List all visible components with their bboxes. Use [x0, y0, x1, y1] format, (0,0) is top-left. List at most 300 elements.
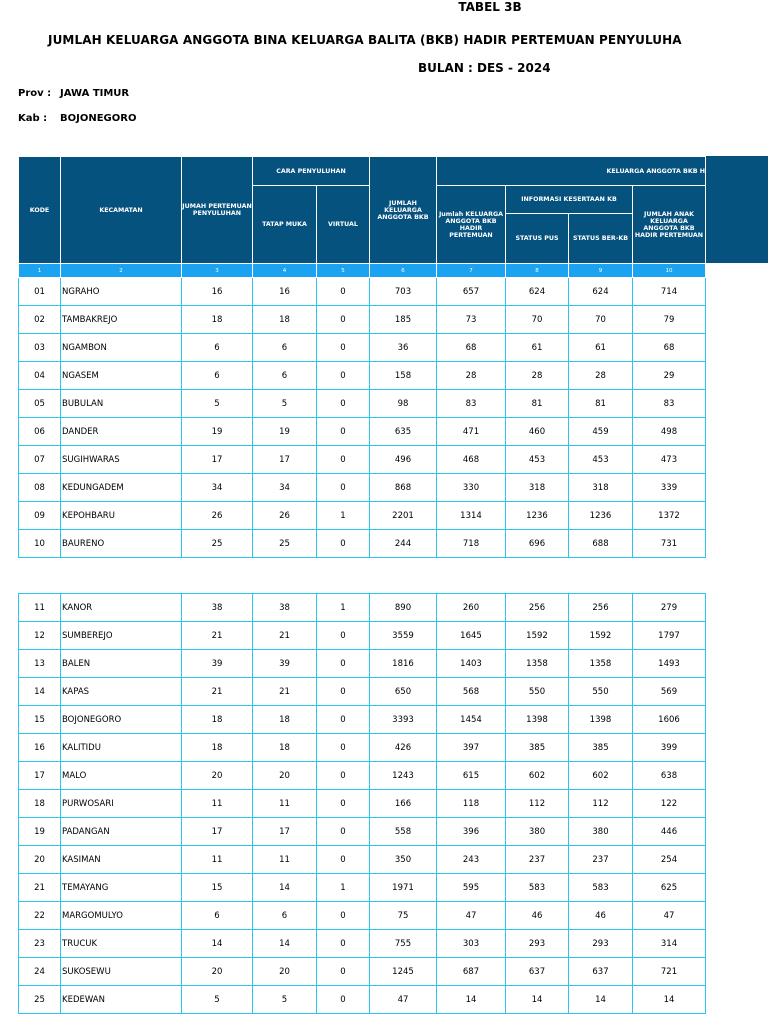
cell-jumah-pertemuan: 39: [182, 650, 253, 678]
cell-jumah-pertemuan: 38: [182, 594, 253, 622]
cell-status-berkb: 550: [569, 678, 633, 706]
cell-virtual: 0: [317, 418, 370, 446]
cell-tatap-muka: 6: [253, 362, 317, 390]
cell-virtual: 1: [317, 874, 370, 902]
cell-jumlah-hadir: 657: [437, 278, 506, 306]
table-row: [19, 418, 706, 446]
cell-jumah-pertemuan: 20: [182, 762, 253, 790]
col-cara-penyuluhan-header: CARA PENYULUHAN: [253, 157, 370, 186]
cell-jumlah-anak: 714: [633, 278, 706, 306]
cell-kode: 16: [19, 734, 61, 762]
cell-jumlah-hadir: 1403: [437, 650, 506, 678]
table-row: [19, 818, 706, 846]
cell-status-pus: 256: [506, 594, 569, 622]
table-row: [19, 734, 706, 762]
cell-status-pus: 602: [506, 762, 569, 790]
cell-status-berkb: 61: [569, 334, 633, 362]
cell-kecamatan: KASIMAN: [61, 846, 182, 874]
cell-virtual: 0: [317, 530, 370, 558]
cell-virtual: 0: [317, 986, 370, 1014]
cell-jumlah-anggota: 185: [370, 306, 437, 334]
cell-kecamatan: KANOR: [61, 594, 182, 622]
cell-kecamatan: BOJONEGORO: [61, 706, 182, 734]
cell-jumlah-hadir: 687: [437, 958, 506, 986]
cell-jumah-pertemuan: 25: [182, 530, 253, 558]
cell-jumlah-anggota: 98: [370, 390, 437, 418]
cell-kode: 05: [19, 390, 61, 418]
cell-tatap-muka: 20: [253, 762, 317, 790]
cell-kode: 25: [19, 986, 61, 1014]
cell-status-berkb: 46: [569, 902, 633, 930]
cell-kode: 01: [19, 278, 61, 306]
cell-virtual: 0: [317, 650, 370, 678]
cell-tatap-muka: 21: [253, 622, 317, 650]
cell-virtual: 0: [317, 474, 370, 502]
cell-virtual: 0: [317, 734, 370, 762]
cell-kecamatan: KAPAS: [61, 678, 182, 706]
cell-status-berkb: 256: [569, 594, 633, 622]
cell-jumlah-anak: 339: [633, 474, 706, 502]
cell-status-berkb: 453: [569, 446, 633, 474]
cell-jumah-pertemuan: 6: [182, 334, 253, 362]
cell-jumlah-anak: 473: [633, 446, 706, 474]
cell-tatap-muka: 18: [253, 306, 317, 334]
column-number-row: [19, 264, 706, 278]
cell-jumlah-anggota: 36: [370, 334, 437, 362]
cell-jumlah-anak: 79: [633, 306, 706, 334]
cell-status-pus: 70: [506, 306, 569, 334]
table-row: [19, 958, 706, 986]
cell-jumlah-hadir: 303: [437, 930, 506, 958]
cell-jumlah-anak: 731: [633, 530, 706, 558]
col-kode-header: KODE: [19, 157, 61, 264]
cell-jumlah-anak: 399: [633, 734, 706, 762]
cell-kode: 06: [19, 418, 61, 446]
cell-kode: 19: [19, 818, 61, 846]
cell-virtual: 0: [317, 818, 370, 846]
cell-kecamatan: SUGIHWARAS: [61, 446, 182, 474]
cell-jumlah-anggota: 3559: [370, 622, 437, 650]
cell-status-pus: 237: [506, 846, 569, 874]
cell-kecamatan: KALITIDU: [61, 734, 182, 762]
cell-jumlah-anggota: 868: [370, 474, 437, 502]
table-row: [19, 594, 706, 622]
cell-tatap-muka: 5: [253, 986, 317, 1014]
province-value: JAWA TIMUR: [60, 88, 130, 99]
regency-line: [18, 113, 136, 124]
cell-status-berkb: 688: [569, 530, 633, 558]
cell-jumlah-hadir: 718: [437, 530, 506, 558]
cell-tatap-muka: 14: [253, 930, 317, 958]
cell-jumlah-anak: 569: [633, 678, 706, 706]
cell-jumlah-anak: 1606: [633, 706, 706, 734]
table-row: [19, 622, 706, 650]
cell-virtual: 1: [317, 594, 370, 622]
col-status-pus-header: STATUS PUS: [506, 214, 569, 264]
cell-jumah-pertemuan: 21: [182, 622, 253, 650]
cell-tatap-muka: 18: [253, 734, 317, 762]
cell-jumlah-anak: 314: [633, 930, 706, 958]
table-row: [19, 390, 706, 418]
cell-status-berkb: 293: [569, 930, 633, 958]
cell-kecamatan: KEDUNGADEM: [61, 474, 182, 502]
cell-virtual: 0: [317, 902, 370, 930]
cell-jumlah-anggota: 650: [370, 678, 437, 706]
cell-jumah-pertemuan: 6: [182, 362, 253, 390]
cell-jumah-pertemuan: 18: [182, 706, 253, 734]
province-label: Prov :: [18, 88, 52, 99]
table-row: [19, 306, 706, 334]
cell-kode: 11: [19, 594, 61, 622]
cell-tatap-muka: 26: [253, 502, 317, 530]
cell-tatap-muka: 20: [253, 958, 317, 986]
cell-status-berkb: 624: [569, 278, 633, 306]
cell-status-pus: 696: [506, 530, 569, 558]
cell-virtual: 0: [317, 622, 370, 650]
col-number: 9: [569, 264, 633, 278]
cell-jumlah-anggota: 1971: [370, 874, 437, 902]
table-row: [19, 762, 706, 790]
cell-jumlah-anak: 446: [633, 818, 706, 846]
cell-tatap-muka: 38: [253, 594, 317, 622]
cell-jumlah-hadir: 468: [437, 446, 506, 474]
cell-status-berkb: 1236: [569, 502, 633, 530]
cell-status-pus: 28: [506, 362, 569, 390]
cell-kode: 09: [19, 502, 61, 530]
cell-status-berkb: 28: [569, 362, 633, 390]
data-table-part1: [18, 156, 706, 558]
cell-jumlah-anak: 1493: [633, 650, 706, 678]
cell-jumlah-anggota: 1243: [370, 762, 437, 790]
regency-value: BOJONEGORO: [60, 113, 137, 124]
cell-kecamatan: DANDER: [61, 418, 182, 446]
cell-kecamatan: KEPOHBARU: [61, 502, 182, 530]
cell-jumlah-hadir: 1645: [437, 622, 506, 650]
cell-jumlah-anak: 68: [633, 334, 706, 362]
cell-jumlah-anak: 1797: [633, 622, 706, 650]
cell-jumlah-anggota: 1816: [370, 650, 437, 678]
cell-jumlah-hadir: 28: [437, 362, 506, 390]
table-row: [19, 678, 706, 706]
cell-tatap-muka: 6: [253, 334, 317, 362]
cell-kecamatan: TAMBAKREJO: [61, 306, 182, 334]
cell-jumlah-hadir: 1454: [437, 706, 506, 734]
cell-tatap-muka: 11: [253, 846, 317, 874]
table-row: [19, 930, 706, 958]
cell-tatap-muka: 25: [253, 530, 317, 558]
table-row: [19, 986, 706, 1014]
cell-jumlah-anggota: 1245: [370, 958, 437, 986]
cell-kode: 12: [19, 622, 61, 650]
cell-kecamatan: SUMBEREJO: [61, 622, 182, 650]
cell-kecamatan: SUKOSEWU: [61, 958, 182, 986]
data-table-part2: [18, 593, 706, 1014]
table-row: [19, 650, 706, 678]
cell-jumah-pertemuan: 5: [182, 390, 253, 418]
cell-tatap-muka: 17: [253, 446, 317, 474]
cell-jumlah-hadir: 243: [437, 846, 506, 874]
cell-kode: 18: [19, 790, 61, 818]
cell-tatap-muka: 39: [253, 650, 317, 678]
cell-status-pus: 293: [506, 930, 569, 958]
province-line: [18, 88, 129, 99]
cell-jumlah-anak: 29: [633, 362, 706, 390]
table-row: [19, 706, 706, 734]
cell-jumlah-anggota: 350: [370, 846, 437, 874]
cell-virtual: 0: [317, 334, 370, 362]
cell-jumlah-hadir: 568: [437, 678, 506, 706]
cell-kecamatan: NGRAHO: [61, 278, 182, 306]
cell-kecamatan: TRUCUK: [61, 930, 182, 958]
cell-kecamatan: NGASEM: [61, 362, 182, 390]
cell-jumah-pertemuan: 6: [182, 902, 253, 930]
table-row: [19, 790, 706, 818]
cell-jumah-pertemuan: 17: [182, 446, 253, 474]
cell-jumah-pertemuan: 19: [182, 418, 253, 446]
cell-status-berkb: 318: [569, 474, 633, 502]
cell-virtual: 0: [317, 306, 370, 334]
cell-jumah-pertemuan: 5: [182, 986, 253, 1014]
cell-jumlah-anggota: 75: [370, 902, 437, 930]
cell-status-berkb: 237: [569, 846, 633, 874]
cell-jumlah-anggota: 166: [370, 790, 437, 818]
cell-status-berkb: 1592: [569, 622, 633, 650]
cell-kecamatan: MALO: [61, 762, 182, 790]
cell-jumlah-anak: 279: [633, 594, 706, 622]
cell-tatap-muka: 34: [253, 474, 317, 502]
table-row: [19, 530, 706, 558]
col-jumlah-anggota-header: JUMLAH KELUARGA ANGGOTA BKB: [370, 157, 437, 264]
report-title: JUMLAH KELUARGA ANGGOTA BINA KELUARGA BALITA (BKB) HADIR PERTEMUAN PENYULUHA: [48, 33, 682, 47]
cell-kecamatan: BAURENO: [61, 530, 182, 558]
cell-jumlah-hadir: 118: [437, 790, 506, 818]
cell-tatap-muka: 6: [253, 902, 317, 930]
cell-status-pus: 583: [506, 874, 569, 902]
cell-status-pus: 318: [506, 474, 569, 502]
col-info-kb-header: INFORMASI KESERTAAN KB: [506, 186, 633, 214]
cell-status-berkb: 602: [569, 762, 633, 790]
cell-jumlah-hadir: 396: [437, 818, 506, 846]
cell-status-berkb: 380: [569, 818, 633, 846]
col-number: 7: [437, 264, 506, 278]
cell-status-berkb: 112: [569, 790, 633, 818]
cell-jumah-pertemuan: 14: [182, 930, 253, 958]
cell-kode: 22: [19, 902, 61, 930]
cell-status-pus: 14: [506, 986, 569, 1014]
cell-jumah-pertemuan: 18: [182, 734, 253, 762]
cell-status-pus: 624: [506, 278, 569, 306]
cell-jumlah-anggota: 47: [370, 986, 437, 1014]
cell-status-berkb: 1358: [569, 650, 633, 678]
table-row: [19, 362, 706, 390]
cell-jumlah-hadir: 595: [437, 874, 506, 902]
cell-kode: 14: [19, 678, 61, 706]
cell-kode: 04: [19, 362, 61, 390]
cell-kode: 23: [19, 930, 61, 958]
cell-kode: 21: [19, 874, 61, 902]
cell-jumlah-hadir: 471: [437, 418, 506, 446]
cell-jumlah-anak: 498: [633, 418, 706, 446]
table-row: [19, 874, 706, 902]
col-tatap-muka-header: TATAP MUKA: [253, 186, 317, 264]
cell-kecamatan: BALEN: [61, 650, 182, 678]
cell-jumlah-anak: 254: [633, 846, 706, 874]
cell-jumlah-hadir: 397: [437, 734, 506, 762]
cell-status-pus: 1398: [506, 706, 569, 734]
cell-kecamatan: KEDEWAN: [61, 986, 182, 1014]
cell-virtual: 0: [317, 446, 370, 474]
cell-jumlah-hadir: 1314: [437, 502, 506, 530]
cell-jumlah-hadir: 330: [437, 474, 506, 502]
cell-jumlah-anggota: 890: [370, 594, 437, 622]
table-row: [19, 902, 706, 930]
cell-status-berkb: 70: [569, 306, 633, 334]
cell-status-pus: 46: [506, 902, 569, 930]
cell-status-pus: 460: [506, 418, 569, 446]
col-number: 1: [19, 264, 61, 278]
cell-status-pus: 81: [506, 390, 569, 418]
col-number: 6: [370, 264, 437, 278]
cell-kode: 07: [19, 446, 61, 474]
cell-jumlah-hadir: 68: [437, 334, 506, 362]
report-month: BULAN : DES - 2024: [418, 61, 551, 75]
cell-virtual: 0: [317, 846, 370, 874]
cell-kode: 03: [19, 334, 61, 362]
cell-virtual: 0: [317, 278, 370, 306]
cell-jumlah-hadir: 83: [437, 390, 506, 418]
cell-kecamatan: PADANGAN: [61, 818, 182, 846]
cell-kecamatan: PURWOSARI: [61, 790, 182, 818]
cell-status-berkb: 385: [569, 734, 633, 762]
col-number: 2: [61, 264, 182, 278]
cell-virtual: 0: [317, 678, 370, 706]
cell-jumlah-anggota: 426: [370, 734, 437, 762]
cell-jumlah-anggota: 558: [370, 818, 437, 846]
cell-jumlah-anak: 122: [633, 790, 706, 818]
cell-status-pus: 380: [506, 818, 569, 846]
cell-virtual: 0: [317, 362, 370, 390]
col-virtual-header: VIRTUAL: [317, 186, 370, 264]
cell-jumlah-anggota: 755: [370, 930, 437, 958]
cell-kode: 20: [19, 846, 61, 874]
cell-jumlah-anak: 721: [633, 958, 706, 986]
table-row: [19, 502, 706, 530]
col-number: 3: [182, 264, 253, 278]
cell-status-pus: 112: [506, 790, 569, 818]
cell-kecamatan: MARGOMULYO: [61, 902, 182, 930]
cell-kecamatan: NGAMBON: [61, 334, 182, 362]
cell-tatap-muka: 21: [253, 678, 317, 706]
cell-jumlah-anak: 625: [633, 874, 706, 902]
col-number: 8: [506, 264, 569, 278]
cell-jumlah-anak: 1372: [633, 502, 706, 530]
cell-tatap-muka: 5: [253, 390, 317, 418]
cell-virtual: 0: [317, 390, 370, 418]
cell-kode: 24: [19, 958, 61, 986]
cell-status-berkb: 1398: [569, 706, 633, 734]
col-number: 4: [253, 264, 317, 278]
col-jumlah-anak-header: JUMLAH ANAK KELUARGA ANGGOTA BKB HADIR PERTEMUAN: [633, 186, 706, 264]
cell-jumlah-hadir: 14: [437, 986, 506, 1014]
cell-jumlah-anak: 83: [633, 390, 706, 418]
cell-status-berkb: 14: [569, 986, 633, 1014]
cell-jumlah-hadir: 260: [437, 594, 506, 622]
cell-jumah-pertemuan: 11: [182, 790, 253, 818]
cell-jumah-pertemuan: 18: [182, 306, 253, 334]
cell-jumlah-anak: 638: [633, 762, 706, 790]
cell-kode: 13: [19, 650, 61, 678]
cell-virtual: 1: [317, 502, 370, 530]
table-row: [19, 334, 706, 362]
cell-status-pus: 61: [506, 334, 569, 362]
cell-status-pus: 637: [506, 958, 569, 986]
cell-status-berkb: 637: [569, 958, 633, 986]
cell-tatap-muka: 18: [253, 706, 317, 734]
cell-jumlah-anggota: 635: [370, 418, 437, 446]
header-overflow-block: [706, 156, 768, 263]
cell-status-berkb: 583: [569, 874, 633, 902]
cell-kode: 17: [19, 762, 61, 790]
cell-jumah-pertemuan: 17: [182, 818, 253, 846]
cell-jumah-pertemuan: 11: [182, 846, 253, 874]
regency-label: Kab :: [18, 113, 48, 124]
cell-virtual: 0: [317, 930, 370, 958]
cell-virtual: 0: [317, 706, 370, 734]
cell-status-berkb: 81: [569, 390, 633, 418]
table-label: TABEL 3B: [458, 0, 522, 14]
cell-tatap-muka: 17: [253, 818, 317, 846]
cell-jumlah-anak: 47: [633, 902, 706, 930]
cell-tatap-muka: 19: [253, 418, 317, 446]
col-jumlah-hadir-header: Jumlah KELUARGA ANGGOTA BKB HADIR PERTEMUAN: [437, 186, 506, 264]
cell-jumlah-anggota: 496: [370, 446, 437, 474]
cell-jumah-pertemuan: 21: [182, 678, 253, 706]
cell-virtual: 0: [317, 958, 370, 986]
cell-status-pus: 385: [506, 734, 569, 762]
cell-jumlah-hadir: 47: [437, 902, 506, 930]
col-status-berkb-header: STATUS BER-KB: [569, 214, 633, 264]
cell-tatap-muka: 14: [253, 874, 317, 902]
cell-jumlah-anggota: 3393: [370, 706, 437, 734]
cell-jumlah-hadir: 73: [437, 306, 506, 334]
cell-jumah-pertemuan: 34: [182, 474, 253, 502]
cell-status-pus: 453: [506, 446, 569, 474]
cell-jumah-pertemuan: 15: [182, 874, 253, 902]
cell-kecamatan: TEMAYANG: [61, 874, 182, 902]
cell-jumah-pertemuan: 16: [182, 278, 253, 306]
col-keluarga-group-header: KELUARGA ANGGOTA BKB H: [437, 157, 706, 186]
cell-status-pus: 550: [506, 678, 569, 706]
cell-jumlah-anggota: 703: [370, 278, 437, 306]
cell-status-pus: 1236: [506, 502, 569, 530]
col-jumah-pertemuan-header: JUMAH PERTEMUAN PENYULUHAN: [182, 157, 253, 264]
col-kecamatan-header: KECAMATAN: [61, 157, 182, 264]
cell-virtual: 0: [317, 790, 370, 818]
cell-status-pus: 1592: [506, 622, 569, 650]
cell-jumah-pertemuan: 20: [182, 958, 253, 986]
cell-jumlah-anggota: 244: [370, 530, 437, 558]
cell-kode: 08: [19, 474, 61, 502]
cell-tatap-muka: 16: [253, 278, 317, 306]
cell-jumlah-anak: 14: [633, 986, 706, 1014]
cell-kecamatan: BUBULAN: [61, 390, 182, 418]
cell-status-berkb: 459: [569, 418, 633, 446]
cell-tatap-muka: 11: [253, 790, 317, 818]
cell-kode: 02: [19, 306, 61, 334]
cell-kode: 10: [19, 530, 61, 558]
cell-kode: 15: [19, 706, 61, 734]
table-row: [19, 846, 706, 874]
